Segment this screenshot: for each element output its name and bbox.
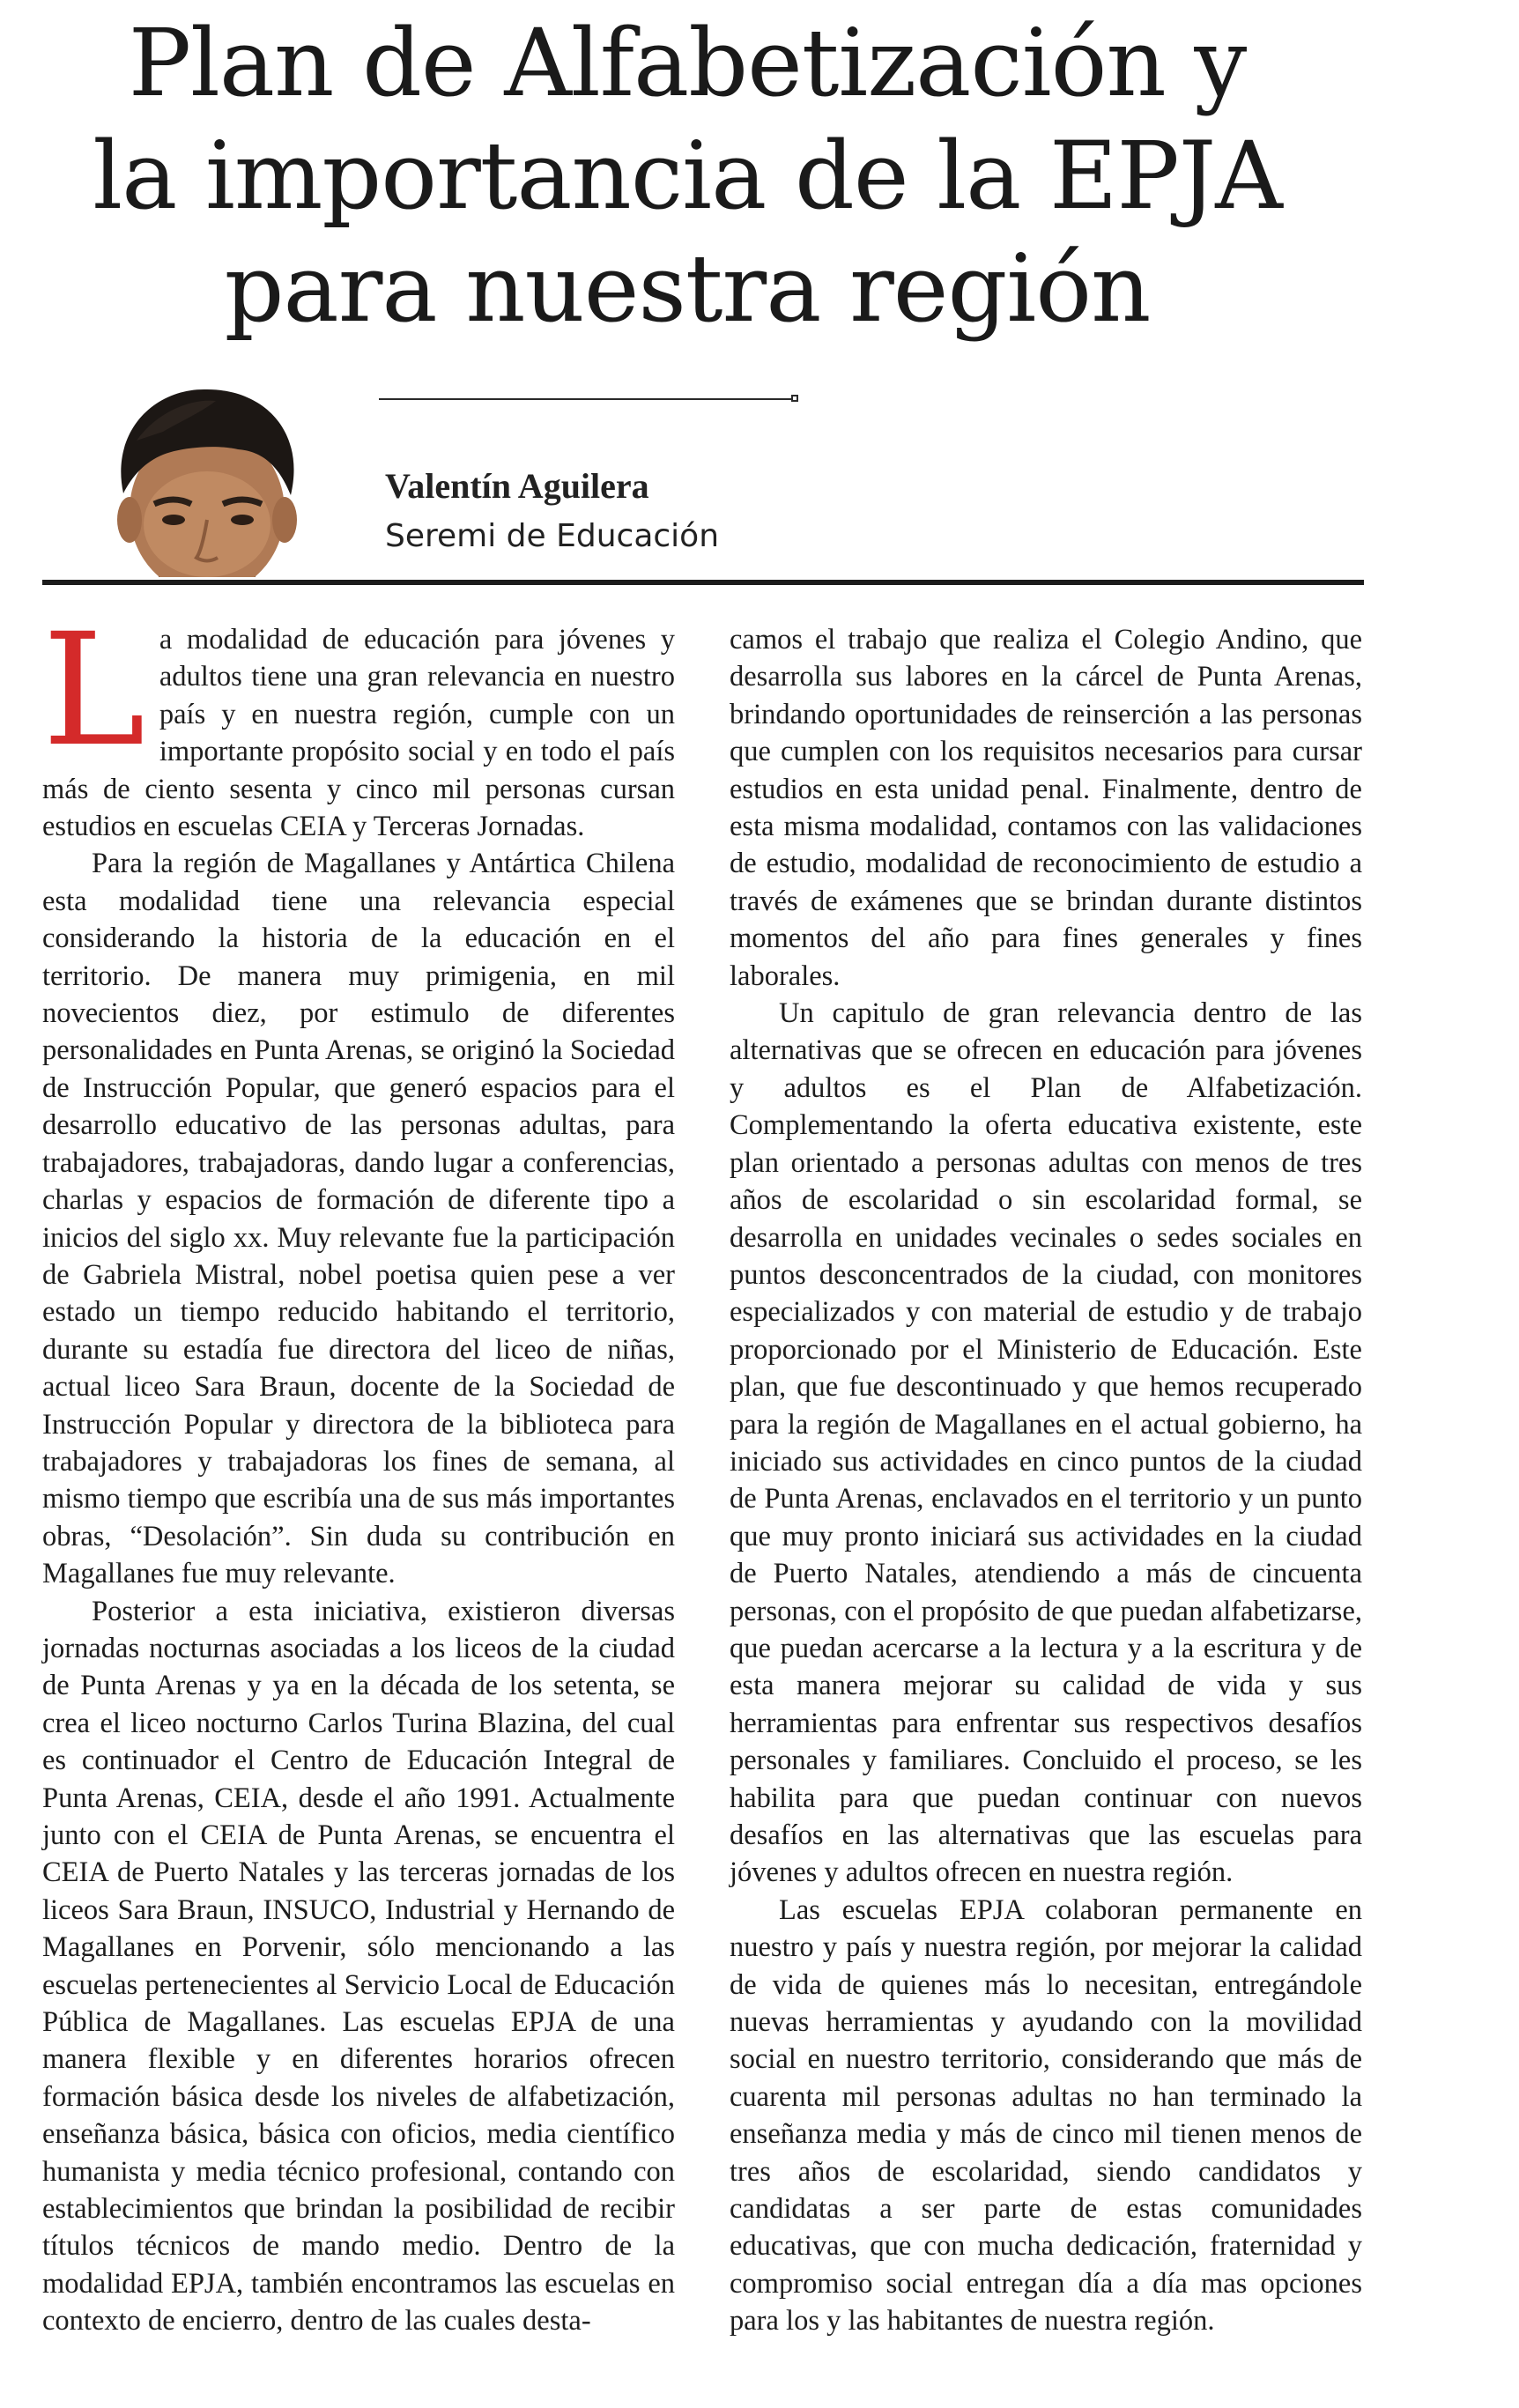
headline-line-1: Plan de Alfabetización y <box>128 9 1247 117</box>
article-paragraph: camos el trabajo que realiza el Colegio Andino, que desarrolla sus labores en la cárcel de Punta Arenas, brindando oportunidades de reinserción a las personas que cumplen con los requisitos necesarios para cursar estudios en esta unidad penal. Finalmente, dentro de esta misma modalidad, contamos con las validaciones de estudio, modalidad de reconocimiento de estudio a través de exámenes que se brindan durante distintos momentos del año para fines generales y fines laborales. <box>730 624 1362 992</box>
author-photo <box>75 379 339 577</box>
headline-line-3: para nuestra región <box>224 234 1151 343</box>
decorative-square-ornament <box>791 395 798 402</box>
article-paragraph: Un capitulo de gran relevancia dentro de las alternativas que se ofrecen en educación para jóvenes y adultos es el Plan de Alfabetización. Complementando la oferta educativa existente, este plan orientado a personas adultas con menos de tres años de escolaridad o sin escolaridad formal, se desarrolla en unidades vecinales o sedes sociales en puntos desconcentrados de la ciudad, con monitores especializados y con material de estudio y de trabajo proporcionado por el Ministerio de Educación. Este plan, que fue descontinuado y que hemos recuperado para la región de Magallanes en el actual gobierno, ha iniciado sus actividades en cinco puntos de la ciudad de Punta Arenas, enclavados en el territorio y un punto que muy pronto iniciará sus actividades en la ciudad de Puerto Natales, atendiendo a más de cincuenta personas, con el propósito de que puedan alfabetizarse, que puedan acercarse a la lectura y a la escritura y de esta manera mejorar su calidad de vida y sus herramientas para enfrentar sus respectivos desafíos personales y familiares. Concluido el proceso, se les habilita para que puedan continuar con nuevos desafíos en las alternativas que las escuelas para jóvenes y adultos ofrecen en nuestra región. <box>730 997 1362 1889</box>
headline-line-2: la importancia de la EPJA <box>93 122 1282 230</box>
author-name: Valentín Aguilera <box>385 466 649 506</box>
article-paragraph: a modalidad de educación para jóvenes y adultos tiene una gran relevancia en nuestro país y en nuestra región, cumple con un importante propósito social y en todo el país más de ciento sesenta y cinco mil personas cursan estudios en escuelas CEIA y Terceras Jornadas. <box>42 624 675 843</box>
section-divider <box>42 580 1364 585</box>
article-paragraph: Las escuelas EPJA colaboran permanente en nuestro y país y nuestra región, por mejorar la calidad de vida de quienes más lo necesitan, entregándole nuevas herramientas y ayudando con la movilidad social en nuestro territorio, considerando que más de cuarenta mil personas adultas no han terminado la enseñanza media y más de cinco mil tienen menos de tres años de escolaridad, siendo candidatos y candidatas a ser parte de estas comunidades educativas, que con mucha dedicación, fraternidad y compromiso social entregan día a día mas opciones para los y las habitantes de nuestra región. <box>730 1893 1362 2338</box>
author-role: Seremi de Educación <box>385 518 720 554</box>
drop-cap: L <box>42 600 145 781</box>
article-paragraph: Posterior a esta iniciativa, existieron diversas jornadas nocturnas asociadas a los liceos de la ciudad de Punta Arenas y ya en la década de los setenta, se crea el liceo nocturno Carlos Turina Blazina, del cual es continuador el Centro de Educación Integral de Punta Arenas, CEIA, desde el año 1991. Actualmente junto con el CEIA de Punta Arenas, se encuentra el CEIA de Puerto Natales y las terceras jornadas de los liceos Sara Braun, INSUCO, Industrial y Hernando de Magallanes en Porvenir, sólo mencionando a las escuelas pertenecientes al Servicio Local de Educación Pública de Magallanes. Las escuelas EPJA de una manera flexible y en diferentes horarios ofrecen formación básica desde los niveles de alfabetización, enseñanza básica, básica con oficios, media científico humanista y media técnico profesional, contando con establecimientos que brindan la posibilidad de recibir títulos técnicos de mando medio. Dentro de la modalidad EPJA, también encontramos las escuelas en contexto de encierro, dentro de las cuales desta- <box>42 1595 675 2338</box>
article-paragraph: Para la región de Magallanes y Antártica Chilena esta modalidad tiene una relevancia especial considerando la historia de la educación en el territorio. De manera muy primigenia, en mil novecientos diez, por estimulo de diferentes personalidades en Punta Arenas, se originó la Sociedad de Instrucción Popular, que generó espacios para el desarrollo educativo de las personas adultas, para trabajadores, trabajadoras, dando lugar a conferencias, charlas y espacios de formación de diferente tipo a inicios del siglo xx. Muy relevante fue la participación de Gabriela Mistral, nobel poetisa quien pese a ver estado un tiempo reducido habitando el territorio, durante su estadía fue directora del liceo de niñas, actual liceo Sara Braun, docente de la Sociedad de Instrucción Popular y directora de la biblioteca para trabajadores y trabajadoras los fines de semana, al mismo tiempo que escribía una de sus más importantes obras, “Desolación”. Sin duda su contribución en Magallanes fue muy relevante. <box>42 848 675 1590</box>
headline <box>26 7 1348 345</box>
article-column-left <box>42 600 675 2340</box>
decorative-rule <box>379 398 793 400</box>
article-column-right <box>730 621 1362 2340</box>
